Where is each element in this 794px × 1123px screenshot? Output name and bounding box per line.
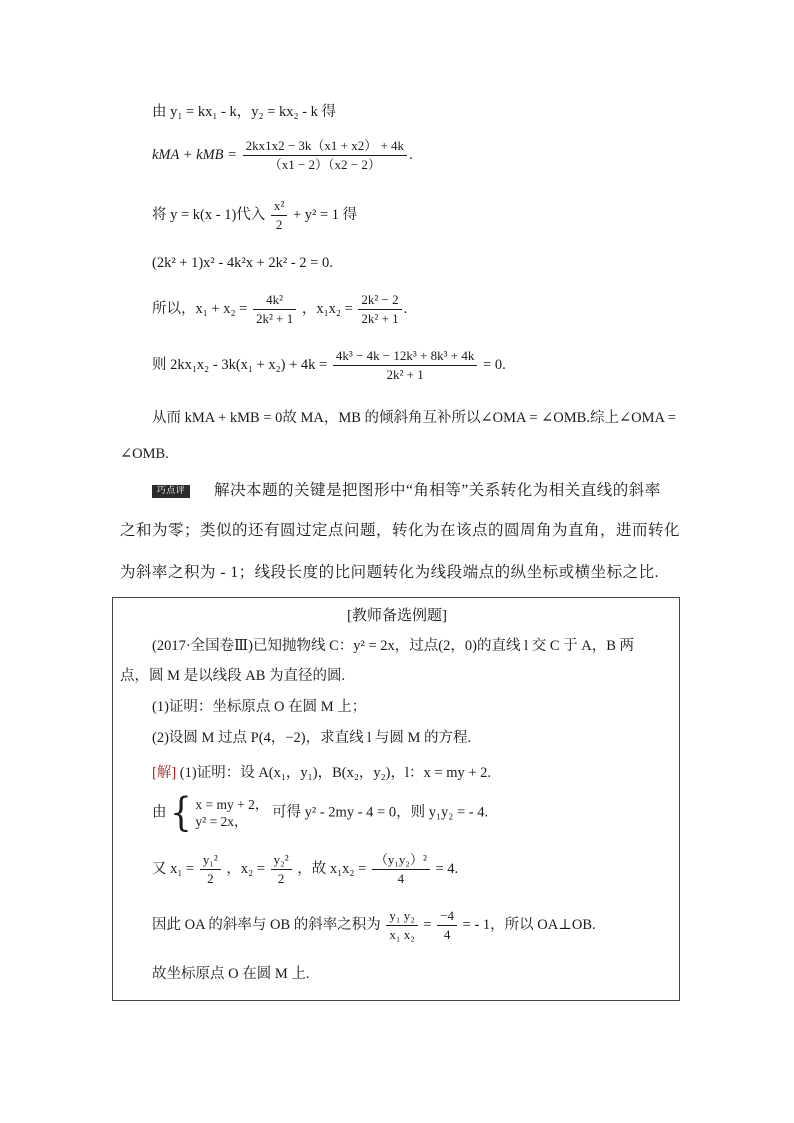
solution-setup: (1)证明：设 A(x₁，y₁)，B(x₂，y₂)，l：x = my + 2.: [179, 765, 492, 781]
fraction-denominator: 2: [275, 217, 283, 232]
x1x2-fraction: [372, 852, 430, 887]
fraction-numerator: y₁ y₂: [386, 908, 417, 926]
substitution-text: 将 y = k(x - 1)代入: [152, 206, 266, 223]
question-part-1: (1)证明：坐标原点 O 在圆 M 上；: [152, 699, 367, 715]
equation-system: [195, 796, 268, 830]
fraction-denominator: 4: [397, 871, 405, 886]
system-line: [152, 790, 489, 836]
product-line: [152, 852, 458, 887]
system-equation-1: x = my + 2，: [195, 797, 269, 812]
question-part-2: (2)设圆 M 过点 P(4，−2)，求直线 l 与圆 M 的方程.: [152, 730, 472, 746]
solution-line-3: [152, 198, 357, 233]
solution-line-6: [152, 348, 506, 383]
fraction-numerator: （y₁y₂）²: [372, 852, 430, 870]
fraction-numerator: y₁²: [200, 852, 221, 870]
system-result: 可得 y² - 2my - 4 = 0，则 y₁y₂ = - 4.: [272, 804, 489, 821]
slope-product-text: 因此 OA 的斜率与 OB 的斜率之积为: [152, 916, 381, 933]
question-line-2: 点，圆 M 是以线段 AB 为直径的圆.: [120, 668, 346, 684]
x2-text: ，x₂ =: [226, 860, 266, 877]
fraction-denominator: 2k² + 1: [386, 367, 424, 382]
left-brace-icon: {: [170, 790, 192, 836]
fraction-denominator: 2: [277, 871, 285, 886]
x1x2-text: ，故 x₁x₂ =: [297, 860, 367, 877]
fraction-numerator: 2kx1x2 − 3k（x1 + x2） + 4k: [243, 138, 408, 156]
x1-fraction: [200, 852, 221, 887]
ellipse-fraction: [271, 198, 287, 233]
fraction-denominator: x₁ x₂: [389, 927, 415, 942]
x1-text: 又 x₁ =: [152, 860, 195, 877]
box-title: [教师备选例题]: [347, 608, 447, 624]
fraction-denominator: 2k² + 1: [255, 311, 294, 326]
question-line-1: (2017·全国卷Ⅲ)已知抛物线 C：y² = 2x，过点(2，0)的直线 l 交 C 于 A，B 两: [152, 638, 635, 654]
expression-text: 则 2kx₁x₂ - 3k(x₁ + x₂) + 4k =: [152, 356, 328, 373]
system-equation-2: y² = 2x，: [195, 814, 248, 829]
solution-line-5: 所以，x₁ + x₂ = $\frac{\text{4k²}}{\text{2k² + 1}}$ ，x₁x₂ = $\frac{\text{2k² − 2}}{\text{2k² + 1}}$ .: [152, 292, 408, 326]
comment-text-1: 解决本题的关键是把图形中“角相等”关系转化为相关直线的斜率: [214, 482, 661, 499]
solution-line-4: (2k² + 1)x² - 4k²x + 2k² - 2 = 0.: [152, 255, 333, 271]
conclusion-line-1: 从而 kMA + kMB = 0故 MA，MB 的倾斜角互补所以∠OMA = ∠OMB.综上∠OMA =: [152, 410, 676, 426]
sum-roots-fraction: [253, 292, 296, 327]
expression-fraction: [333, 348, 478, 383]
neg-four-fraction: [437, 908, 457, 943]
slope-product-line: [152, 908, 596, 943]
system-prefix: 由: [152, 804, 167, 821]
expression-result: = 0.: [483, 356, 506, 373]
fraction-numerator: 2k² − 2: [358, 292, 401, 310]
substitution-tail: + y² = 1 得: [292, 206, 358, 223]
sum-roots-text: 所以，x₁ + x₂ =: [152, 300, 248, 317]
conclusion-line-2: ∠OMB.: [120, 446, 169, 462]
fraction-numerator: 4k²: [253, 292, 296, 310]
fraction-numerator: y₂²: [271, 852, 292, 870]
solution-line-2: kMA + kMB = $\frac{2kx1x2 - 3k(x1 + x2) + 4k}{(x1 - 2)(x2 - 2)}$ .: [152, 138, 413, 172]
final-conclusion: 故坐标原点 O 在圆 M 上.: [152, 966, 310, 982]
slope-product-fraction: [386, 908, 417, 943]
product-roots-text: ，x₁x₂ =: [301, 300, 353, 317]
fraction-denominator: 2k² + 1: [361, 311, 399, 326]
solution-start: [152, 763, 491, 783]
slope-sum-fraction: [243, 138, 408, 173]
fraction-numerator: x²: [271, 198, 287, 216]
fraction-denominator: （x1 − 2）（x2 − 2）: [268, 157, 381, 172]
product-roots-fraction: [358, 292, 401, 327]
perpendicular-conclusion: = - 1，所以 OA⊥OB.: [462, 916, 596, 933]
comment-line-3: 为斜率之积为 - 1；线段长度的比问题转化为线段端点的纵坐标或横坐标之比.: [120, 564, 660, 581]
x1x2-result: = 4.: [435, 860, 459, 877]
comment-line-1: [152, 476, 661, 506]
x2-fraction: [271, 852, 292, 887]
slope-sum-lhs: kMA + kMB =: [152, 146, 237, 163]
fraction-denominator: 4: [443, 927, 451, 942]
solution-tag: [解]: [152, 765, 177, 781]
solution-line-1: 由 y₁ = kx₁ - k，y₂ = kx₂ - k 得: [152, 104, 336, 120]
equals-sign: =: [423, 916, 432, 933]
comment-line-2: 之和为零；类似的还有圆过定点问题，转化为在该点的圆周角为直角，进而转化: [120, 522, 681, 539]
fraction-numerator: −4: [437, 908, 457, 926]
comment-badge-icon: 巧点评: [152, 485, 190, 498]
fraction-numerator: 4k³ − 4k − 12k³ + 8k³ + 4k: [333, 348, 478, 366]
fraction-denominator: 2: [207, 871, 214, 886]
